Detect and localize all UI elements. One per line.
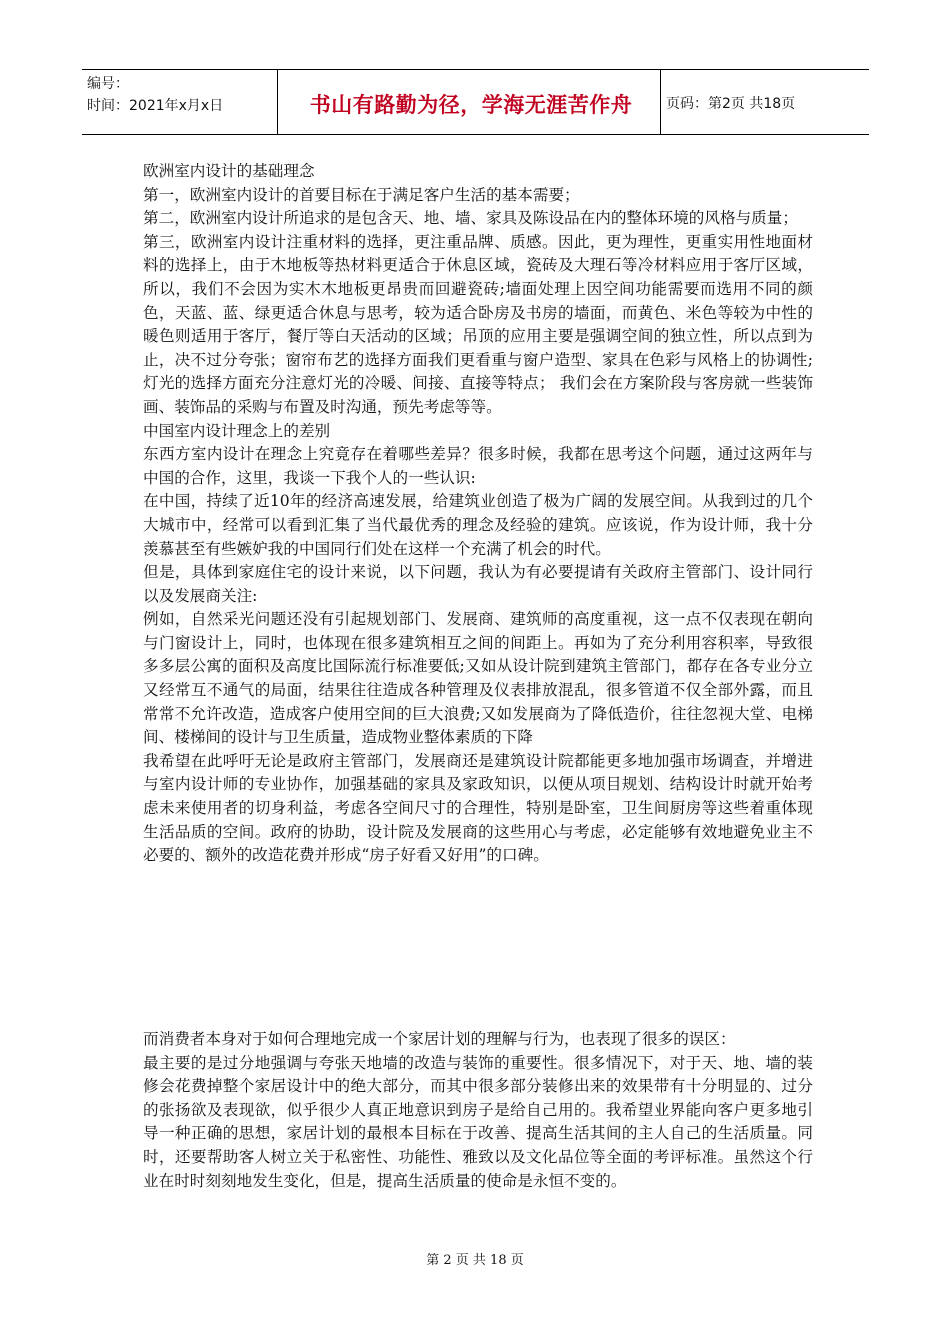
header-meta	[87, 73, 277, 117]
paragraph: 而消费者本身对于如何合理地完成一个家居计划的理解与行为，也表现了很多的误区：	[143, 1030, 736, 1048]
paragraph: 在中国，持续了近10年的经济高速发展，给建筑业创造了极为广阔的发展空间。从我到过的几个大城市中，经常可以看到汇集了当代最优秀的理念及经验的建筑。应该说，作为设计师，我十分羡慕甚至有些嫉妒我的中国同行们处在这样一个充满了机会的时代。	[143, 492, 813, 558]
paragraph: 但是，具体到家庭住宅的设计来说，以下问题，我认为有必要提请有关政府主管部门、设计同行以及发展商关注:	[143, 563, 813, 605]
paragraph: 例如，自然采光问题还没有引起规划部门、发展商、建筑师的高度重视，这一点不仅表现在朝向与门窗设计上，同时，也体现在很多建筑相互之间的间距上。再如为了充分利用容积率，导致很多多层公寓的面积及高度比国际流行标准要低;又如从设计院到建筑主管部门，都存在各专业分立又经常互不通气的局面，结果往往造成各种管理及仪表排放混乱，很多管道不仅全部外露，而且常常不允许改造，造成客户使用空间的巨大浪费;又如发展商为了降低造价，往往忽视大堂、电梯间、楼梯间的设计与卫生质量，造成物业整体素质的下降	[143, 610, 813, 747]
section-heading: 欧洲室内设计的基础理念	[143, 162, 315, 180]
page-counter: 页码：第2页 共18页	[666, 96, 796, 112]
page-footer: 第 2 页 共 18 页	[426, 1253, 524, 1268]
document-number-label: 编号：	[87, 76, 129, 92]
section-heading: 中国室内设计理念上的差别	[143, 421, 331, 440]
document-date: 时间：2021年x月x日	[87, 98, 224, 114]
header-bottom-rule	[82, 134, 869, 135]
paragraph: 第二，欧洲室内设计所追求的是包含天、地、墙、家具及陈设品在内的整体环境的风格与质量；	[143, 209, 798, 228]
paragraph: 最主要的是过分地强调与夸张天地墙的改造与装饰的重要性。很多情况下，对于天、地、墙的装修会花费掉整个家居设计中的绝大部分，而其中很多部分装修出来的效果带有十分明显的、过分的张扬欲及表现欲，似乎很少人真正地意识到房子是给自己用的。我希望业界能向客户更多地引导一种正确的思想，家居计划的最根本目标在于改善、提高生活其间的主人自己的生活质量。同时，还要帮助客人树立关于私密性、功能性、雅致以及文化品位等全面的考评标准。虽然这个行业在时时刻刻地发生变化，但是，提高生活质量的使命是永恒不变的。	[143, 1053, 813, 1190]
document-body	[143, 160, 813, 868]
header-divider	[660, 69, 661, 135]
document-body-continued	[143, 1028, 813, 1193]
paragraph: 东西方室内设计在理念上究竟存在着哪些差异？很多时候，我都在思考这个问题，通过这两年与中国的合作，这里，我谈一下我个人的一些认识:	[143, 445, 813, 487]
paragraph: 第三，欧洲室内设计注重材料的选择，更注重品牌、质感。因此，更为理性，更重实用性地面材料的选择上，由于木地板等热材料更适合于休息区域，瓷砖及大理石等冷材料应用于客厅区域，所以，我们不会因为实木木地板更昂贵而回避瓷砖;墙面处理上因空间功能需要而选用不同的颜色，天蓝、蓝、绿更适合休息与思考，较为适合卧房及书房的墙面，而黄色、米色等较为中性的暖色则适用于客厅，餐厅等白天活动的区域；吊顶的应用主要是强调空间的独立性，所以点到为止，决不过分夸张；窗帘布艺的选择方面我们更看重与窗户造型、家具在色彩与风格上的协调性;灯光的选择方面充分注意灯光的冷暖、间接、直接等特点； 我们会在方案阶段与客房就一些装饰画、装饰品的采购与布置及时沟通，预先考虑等等。	[143, 232, 813, 416]
header-divider	[277, 69, 278, 135]
header-motto: 书山有路勤为径，学海无涯苦作舟	[309, 93, 633, 117]
page-header	[82, 69, 869, 135]
paragraph: 我希望在此呼吁无论是政府主管部门，发展商还是建筑设计院都能更多地加强市场调查，并增进与室内设计师的专业协作，加强基础的家具及家政知识，以便从项目规划、结构设计时就开始考虑未来使用者的切身利益，考虑各空间尺寸的合理性，特别是卧室，卫生间厨房等这些着重体现生活品质的空间。政府的协助，设计院及发展商的这些用心与考虑，必定能够有效地避免业主不必要的、额外的改造花费并形成“房子好看又好用”的口碑。	[143, 751, 813, 865]
header-top-rule	[82, 69, 869, 70]
paragraph: 第一，欧洲室内设计的首要目标在于满足客户生活的基本需要；	[143, 185, 580, 204]
